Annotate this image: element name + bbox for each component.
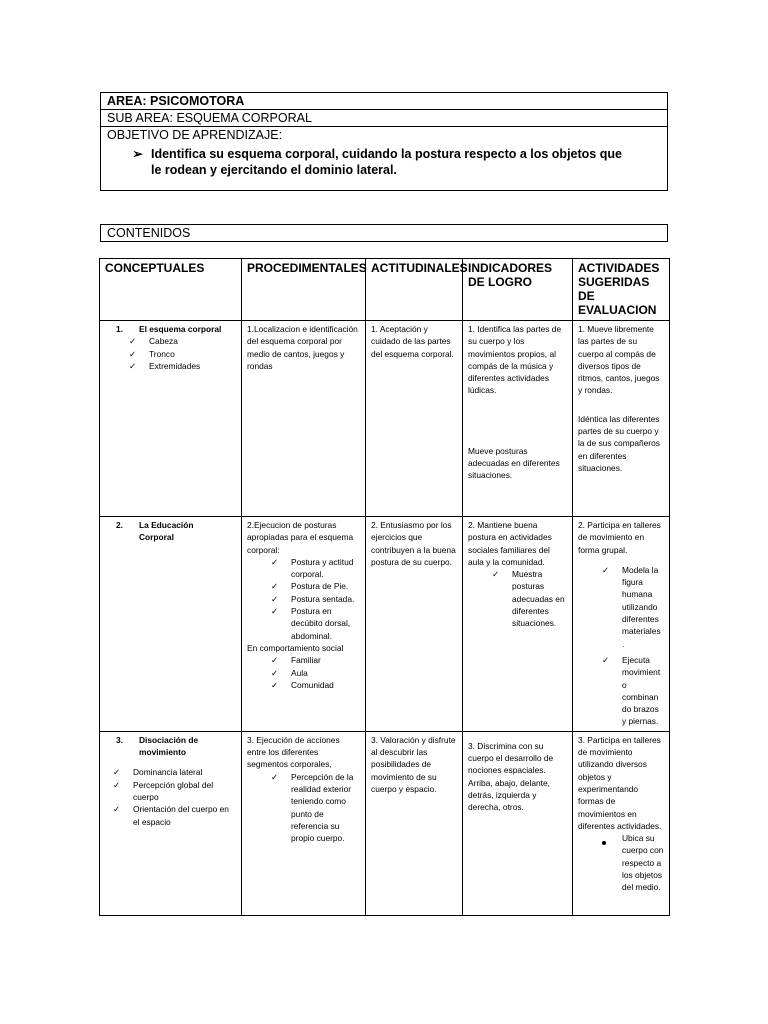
- check-icon: ✓: [129, 348, 137, 359]
- procedimental-cell: [242, 517, 366, 732]
- list-item: ✓ Dominancia lateral: [113, 767, 203, 778]
- indicator-cell: [463, 731, 573, 915]
- conceptual-cell: [100, 517, 242, 732]
- list-item: Ubica su cuerpo con respecto a los objetos del medio.: [578, 832, 664, 893]
- indicator-text: 3. Discrimina con su cuerpo el desarrollo de nociones espaciales. Arriba, abajo, delante, detrás, izquierda y derecha, otros.: [468, 740, 554, 813]
- procedure-list: [247, 556, 360, 642]
- list-item: ✓ Aula: [271, 667, 308, 678]
- procedure-intro: 2.Ejecucion de posturas apropiadas para el esquema corporal:: [247, 520, 354, 555]
- indicator-list: [468, 568, 567, 629]
- table-row: [100, 321, 670, 517]
- sub-area-title: SUB AREA: ESQUEMA CORPORAL: [101, 110, 667, 127]
- concept-list: [105, 766, 236, 827]
- concept-list: [105, 335, 236, 372]
- list-item: ✓ Tronco: [129, 348, 175, 359]
- actitudinal-cell: 2. Entusiasmo por los ejercicios que contribuyen a la buena postura de su cuerpo.: [366, 517, 463, 732]
- column-header: ACTITUDINALES: [366, 259, 463, 321]
- contenidos-label: CONTENIDOS: [100, 224, 668, 242]
- check-icon: ✓: [602, 564, 610, 575]
- conceptual-cell: [100, 731, 242, 915]
- concept-title: El esquema corporal: [139, 324, 222, 334]
- list-item: ✓ Familiar: [271, 655, 321, 666]
- list-item: ✓ Ejecuta movimient o combinan do brazos y piernas.: [602, 654, 661, 727]
- table-row: [100, 517, 670, 732]
- row-number: 2.: [116, 520, 123, 530]
- check-icon: ✓: [602, 654, 610, 665]
- procedimental-cell: 1.Localizacion e identificación del esquema corporal por medio de cantos, juegos y rondas: [242, 321, 366, 517]
- check-icon: ✓: [113, 779, 121, 790]
- check-icon: ✓: [271, 556, 279, 567]
- procedure-intro: 3. Ejecución de acciones entre los diferentes segmentos corporales,: [247, 734, 340, 770]
- evaluation-text: 1. Mueve libremente las partes de su cuerpo al compás de diversos tipos de ritmos, cantos, juegos y rondas.: [578, 324, 660, 396]
- header-box: [100, 92, 668, 191]
- evaluation-text: Idéntica las diferentes partes de su cuerpo y la de sus compañeros en diferentes situaciones.: [578, 413, 660, 473]
- concept-title: Disociación de movimiento: [139, 734, 199, 758]
- objective-text: Identifica su esquema corporal, cuidando la postura respecto a los objetos que le rodean y ejercitando el dominio lateral.: [151, 147, 622, 177]
- arrow-bullet-icon: ➢: [132, 147, 143, 161]
- column-header: PROCEDIMENTALES: [242, 259, 366, 321]
- check-icon: ✓: [113, 767, 121, 778]
- area-title: AREA: PSICOMOTORA: [101, 93, 667, 110]
- indicator-text: Mueve posturas adecuadas en diferentes situaciones.: [468, 445, 560, 481]
- check-icon: ✓: [129, 360, 137, 371]
- indicator-text: 2. Mantiene buena postura en actividades sociales familiares del aula y la comunidad.: [468, 520, 552, 567]
- list-item: ✓ Orientación del cuerpo en el espacio: [113, 804, 229, 827]
- list-item: ✓ Percepción de la realidad exterior teniendo como punto de referencia su propio cuerpo.: [271, 771, 354, 844]
- objective-item: [107, 146, 667, 178]
- conceptual-cell: [100, 321, 242, 517]
- evaluation-cell: [573, 517, 670, 732]
- bullet-icon: [602, 836, 606, 848]
- evaluation-cell: [573, 321, 670, 517]
- actitudinal-cell: 1. Aceptación y cuidado de las partes del esquema corporal.: [366, 321, 463, 517]
- list-item: ✓ Percepción global del cuerpo: [113, 779, 214, 802]
- check-icon: ✓: [113, 804, 121, 815]
- check-icon: ✓: [271, 581, 279, 592]
- list-item: ✓ Postura y actitud corporal.: [271, 556, 354, 580]
- check-icon: ✓: [129, 336, 137, 347]
- column-header: INDICADORES DE LOGRO: [463, 259, 573, 321]
- evaluation-list: [578, 564, 664, 728]
- check-icon: ✓: [492, 569, 500, 580]
- concept-title: La Educación Corporal: [139, 520, 194, 543]
- procedure-social-list: [247, 654, 360, 691]
- check-icon: ✓: [271, 771, 279, 782]
- list-item: ✓ Postura de Pie.: [271, 581, 349, 592]
- check-icon: ✓: [271, 606, 279, 617]
- objective-section: [101, 127, 667, 178]
- list-item: ✓ Muestra posturas adecuadas en diferentes situaciones.: [492, 569, 565, 629]
- list-item: ✓ Comunidad: [271, 679, 334, 690]
- procedure-subheading: En comportamiento social: [247, 642, 344, 653]
- indicator-cell: [463, 517, 573, 732]
- column-header: ACTIVIDADES SUGERIDAS DE EVALUACION: [573, 259, 670, 321]
- row-number: 3.: [116, 734, 123, 745]
- list-item: ✓ Postura en decúbito dorsal, abdominal.: [271, 606, 351, 641]
- evaluation-text: 2. Participa en talleres de movimiento en forma grupal.: [578, 520, 661, 555]
- list-item: ✓ Postura sentada.: [271, 593, 355, 604]
- objective-title: OBJETIVO DE APRENDIZAJE:: [107, 128, 283, 142]
- indicator-text: 1. Identifica las partes de su cuerpo y los movimientos propios, al compás de la música y diferentes actividades lúdicas.: [468, 324, 562, 396]
- list-item: ✓ Cabeza: [129, 336, 178, 347]
- indicator-cell: [463, 321, 573, 517]
- content-table: [99, 258, 670, 916]
- list-item: ✓ Extremidades: [129, 360, 201, 371]
- table-header-row: [100, 259, 670, 321]
- check-icon: ✓: [271, 655, 279, 666]
- evaluation-text: 3. Participa en talleres de movimiento utilizando diversos objetos y experimentando formas de movimientos en diferentes actividades.: [578, 734, 662, 831]
- procedure-list: [247, 771, 360, 845]
- table-row: [100, 731, 670, 915]
- row-number: 1.: [116, 324, 123, 334]
- procedimental-cell: [242, 731, 366, 915]
- check-icon: ✓: [271, 593, 279, 604]
- actitudinal-cell: 3. Valoración y disfrute al descubrir las posibilidades de movimiento de su cuerpo y espacio.: [366, 731, 463, 915]
- check-icon: ✓: [271, 667, 279, 678]
- evaluation-list: [578, 832, 664, 893]
- column-header: CONCEPTUALES: [100, 259, 242, 321]
- list-item: ✓ Modela la figura humana utilizando diferentes materiales .: [602, 564, 661, 649]
- evaluation-cell: [573, 731, 670, 915]
- check-icon: ✓: [271, 679, 279, 690]
